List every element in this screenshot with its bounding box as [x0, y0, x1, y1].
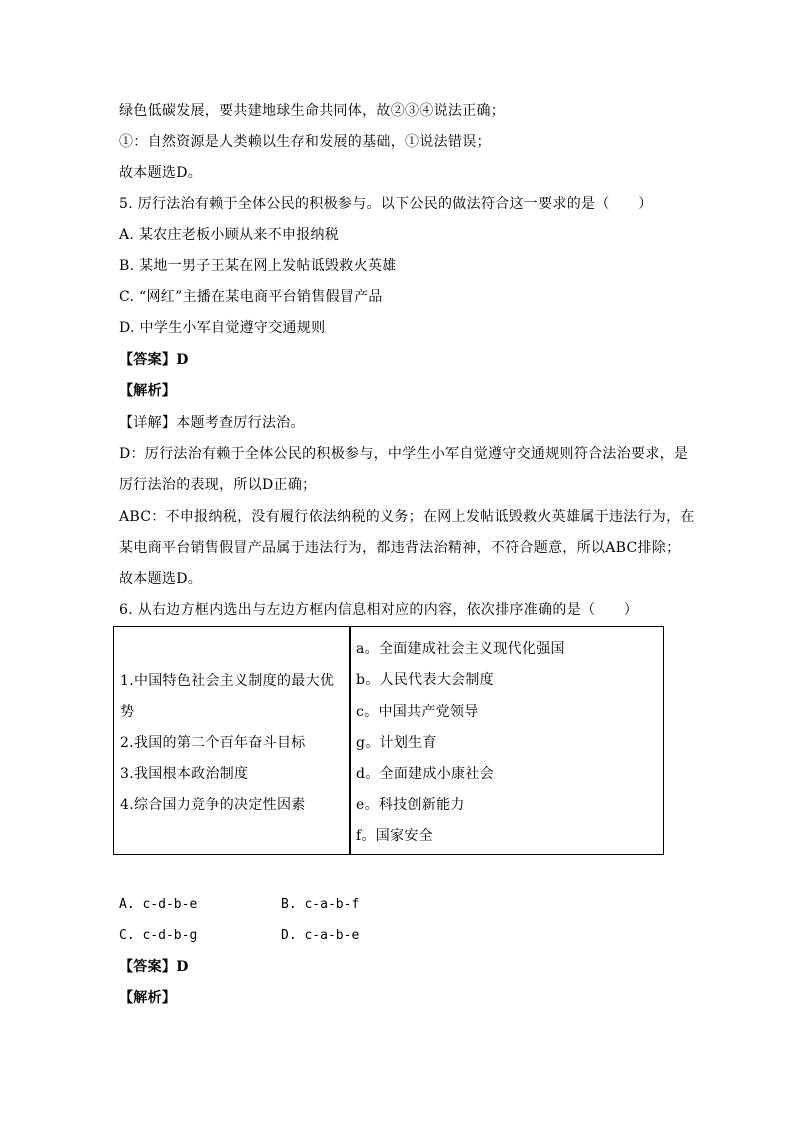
right-item-b: b。人民代表大会制度 [356, 672, 494, 688]
text-line-3: 故本题选D。 [119, 165, 203, 181]
right-item-c: c。中国共产党领导 [356, 704, 479, 720]
question-6-answer: 【答案】D [119, 959, 189, 975]
question-6-option-b: B. c-a-b-f [281, 897, 360, 912]
table-divider [349, 627, 351, 854]
left-item-2: 2.我国的第二个百年奋斗目标 [120, 735, 306, 751]
question-5-detail: 【详解】本题考查厉行法治。 [119, 415, 305, 431]
question-5-option-a: A. 某农庄老板小顾从来不申报纳税 [119, 227, 340, 243]
question-6-analysis-heading: 【解析】 [119, 990, 177, 1006]
question-5-analysis-heading: 【解析】 [119, 383, 177, 399]
right-item-a: a。全面建成社会主义现代化强国 [356, 641, 565, 657]
question-5-explanation-3: ABC：不申报纳税，没有履行依法纳税的义务；在网上发帖诋毁救火英雄属于违法行为，在 [119, 509, 695, 525]
question-5-answer: 【答案】D [119, 352, 189, 368]
right-item-e: e。科技创新能力 [356, 797, 465, 813]
text-line-1: 绿色低碳发展，要共建地球生命共同体，故②③④说法正确； [119, 103, 506, 119]
question-5-explanation-5: 故本题选D。 [119, 571, 203, 587]
right-item-f: f。国家安全 [356, 828, 433, 844]
right-item-g: g。计划生育 [356, 735, 437, 751]
left-item-1a: 1.中国特色社会主义制度的最大优 [120, 673, 335, 689]
question-5-option-d: D. 中学生小军自觉遵守交通规则 [119, 320, 326, 336]
question-5-option-b: B. 某地一男子王某在网上发帖诋毁救火英雄 [119, 258, 397, 274]
question-5-explanation-4: 某电商平台销售假冒产品属于违法行为，都违背法治精神，不符合题意，所以ABC排除； [119, 540, 681, 556]
question-5-option-c: C. “网红”主播在某电商平台销售假冒产品 [119, 289, 383, 305]
text-line-2: ①：自然资源是人类赖以生存和发展的基础，①说法错误； [119, 134, 491, 150]
question-5-explanation-2: 厉行法治的表现，所以D正确； [119, 477, 317, 493]
left-item-4: 4.综合国力竞争的决定性因素 [120, 797, 306, 813]
question-6-option-c: C. c-d-b-g [119, 928, 198, 943]
matching-table [113, 626, 664, 855]
right-item-d: d。全面建成小康社会 [356, 766, 494, 782]
question-5-stem: 5. 厉行法治有赖于全体公民的积极参与。以下公民的做法符合这一要求的是（ ） [119, 196, 653, 212]
left-item-3: 3.我国根本政治制度 [120, 766, 249, 782]
question-6-option-d: D. c-a-b-e [281, 928, 360, 943]
left-item-1b: 势 [120, 704, 135, 720]
question-6-stem: 6. 从右边方框内选出与左边方框内信息相对应的内容，依次排序准确的是（ ） [119, 602, 639, 618]
question-6-option-a: A. c-d-b-e [119, 897, 198, 912]
question-5-explanation-1: D：厉行法治有赖于全体公民的积极参与，中学生小军自觉遵守交通规则符合法治要求，是 [119, 446, 689, 462]
